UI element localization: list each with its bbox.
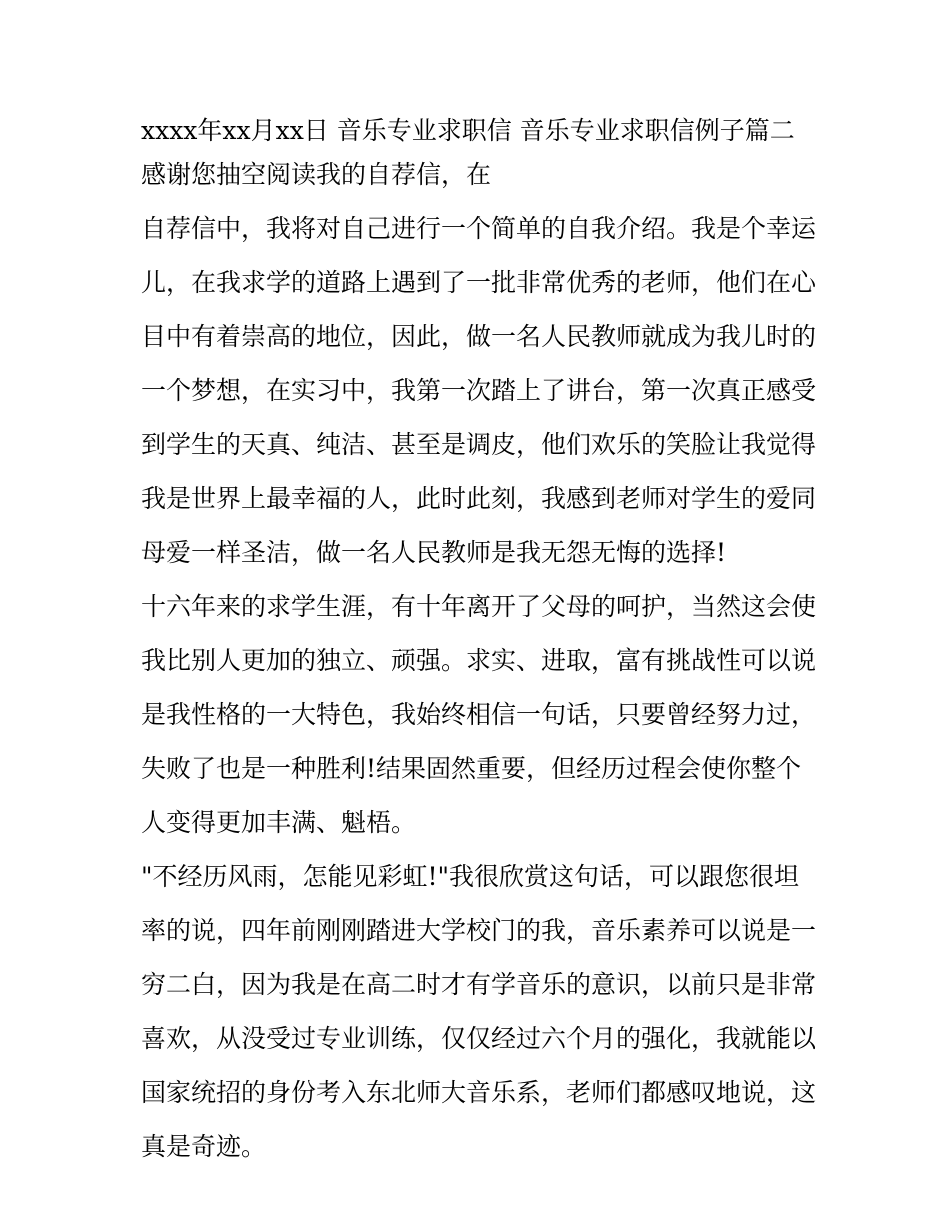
line-spacer — [141, 358, 821, 370]
text-line: 失败了也是一种胜利!结果固然重要，但经历过程会使你整个 — [141, 754, 802, 783]
line-spacer — [141, 1114, 821, 1126]
text-line: 喜欢，从没受过专业训练，仅仅经过六个月的强化，我就能以 — [141, 1024, 817, 1053]
text-line: 到学生的天真、纯洁、甚至是调皮，他们欢乐的笑脸让我觉得 — [141, 430, 817, 459]
line-spacer — [141, 304, 821, 316]
text-line: 母爱一样圣洁，做一名人民教师是我无怨无悔的选择! — [141, 538, 727, 567]
text-line: "不经历风雨，怎能见彩虹!"我很欣赏这句话，可以跟您很坦 — [141, 862, 800, 891]
text-line: 真是奇迹。 — [141, 1132, 267, 1161]
line-spacer — [141, 844, 821, 856]
line-spacer — [141, 412, 821, 424]
text-line: 是我性格的一大特色，我始终相信一句话，只要曾经努力过， — [141, 700, 817, 729]
line-spacer — [141, 736, 821, 748]
text-line: 儿，在我求学的道路上遇到了一批非常优秀的老师，他们在心 — [141, 268, 817, 297]
text-line: 自荐信中，我将对自己进行一个简单的自我介绍。我是个幸运 — [141, 214, 817, 243]
line-spacer — [141, 628, 821, 640]
line-spacer — [141, 682, 821, 694]
line-spacer — [141, 574, 821, 586]
text-line: 率的说，四年前刚刚踏进大学校门的我，音乐素养可以说是一 — [141, 916, 817, 945]
line-spacer — [141, 1006, 821, 1018]
line-spacer — [141, 898, 821, 910]
text-line: 穷二白，因为我是在高二时才有学音乐的意识，以前只是非常 — [141, 970, 817, 999]
line-spacer — [141, 250, 821, 262]
text-line: 一个梦想，在实习中，我第一次踏上了讲台，第一次真正感受 — [141, 376, 817, 405]
text-line: 我是世界上最幸福的人，此时此刻，我感到老师对学生的爱同 — [141, 484, 817, 513]
text-line: 十六年来的求学生涯，有十年离开了父母的呵护，当然这会使 — [141, 592, 817, 621]
text-line: 感谢您抽空阅读我的自荐信，在 — [141, 160, 492, 189]
line-spacer — [141, 952, 821, 964]
line-spacer — [141, 790, 821, 802]
line-spacer — [141, 1060, 821, 1072]
text-line: 国家统招的身份考入东北师大音乐系，老师们都感叹地说，这 — [141, 1078, 817, 1107]
text-line: 人变得更加丰满、魁梧。 — [141, 808, 417, 837]
line-spacer — [141, 520, 821, 532]
letter-body — [141, 108, 821, 1168]
text-line: 目中有着崇高的地位，因此，做一名人民教师就成为我儿时的 — [141, 322, 817, 351]
text-line: 我比别人更加的独立、顽强。求实、进取，富有挑战性可以说 — [141, 646, 817, 675]
line-spacer — [141, 196, 821, 208]
line-spacer — [141, 466, 821, 478]
text-line-heading: xxxx年xx月xx日 音乐专业求职信 音乐专业求职信例子篇二 — [141, 116, 795, 145]
